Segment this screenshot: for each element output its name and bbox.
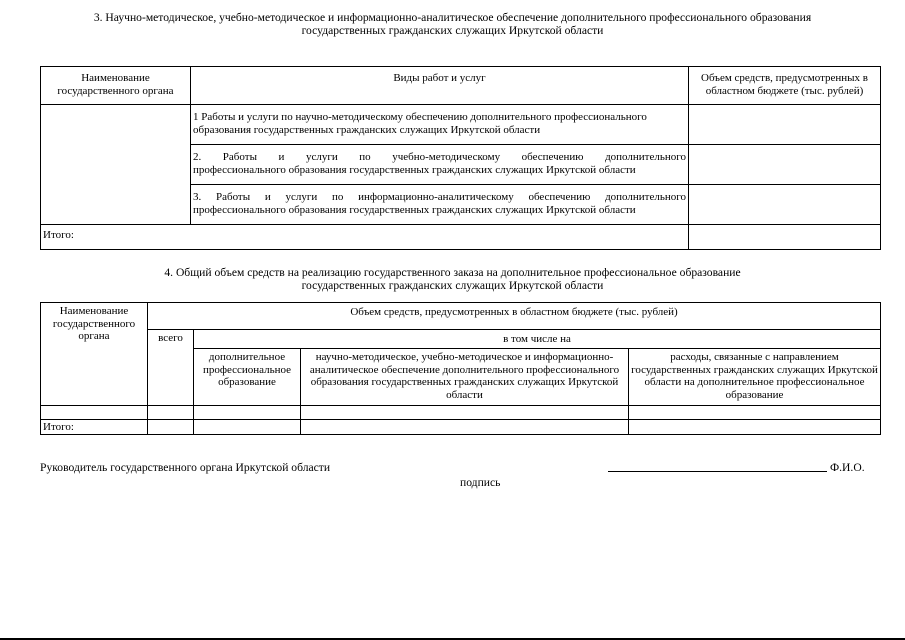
header-dpo: дополнительное профессиональное образование [194,349,301,406]
section3-title: 3. Научно-методическое, учебно-методическое и информационно-аналитическое обеспечение дополнительного профессионального образования государственных гражданских служащих Иркутской области [93,11,812,37]
signature-caption: подпись [460,476,501,489]
work-row-1: 1 Работы и услуги по научно-методическому обеспечению дополнительного профессионального образования государственных гражданских служащих Иркутской области [191,105,689,145]
total-label: Итого: [41,225,689,250]
funds-cell-1 [689,105,881,145]
data-cell [41,406,148,420]
head-label: Руководитель государственного органа Иркутской области [40,461,331,474]
header-funds: Объем средств, предусмотренных в областном бюджете (тыс. рублей) [689,67,881,105]
data-cell [148,406,194,420]
section4-table [40,302,881,435]
work-row-2: 2. Работы и услуги по учебно-методическому обеспечению дополнительного профессионального образования государственных гражданских служащих Иркутской области [191,145,689,185]
total-cell [194,420,301,435]
section3-table [40,66,881,250]
total-label: Итого: [41,420,148,435]
header-total: всего [148,330,194,406]
organ-cell [41,105,191,225]
data-cell [194,406,301,420]
header-including: в том числе на [194,330,881,349]
header-funds: Объем средств, предусмотренных в областном бюджете (тыс. рублей) [148,303,881,330]
funds-cell-2 [689,145,881,185]
header-works: Виды работ и услуг [191,67,689,105]
data-cell [629,406,881,420]
header-organ: Наименование государственного органа [41,303,148,406]
fio-label: Ф.И.О. [830,461,865,474]
total-cell [148,420,194,435]
signature-line [608,471,827,472]
work-row-3: 3. Работы и услуги по информационно-аналитическому обеспечению дополнительного профессионального образования государственных гражданских служащих Иркутской области [191,185,689,225]
header-organ: Наименование государственного органа [41,67,191,105]
data-cell [301,406,629,420]
header-methodic: научно-методическое, учебно-методическое и информационно-аналитическое обеспечение дополнительного профессионального образования государственных гражданских служащих Иркутской области [301,349,629,406]
total-funds-cell [689,225,881,250]
section4-title: 4. Общий объем средств на реализацию государственного заказа на дополнительное профессиональное образование государственных гражданских служащих Иркутской области [164,266,741,292]
funds-cell-3 [689,185,881,225]
total-cell [629,420,881,435]
header-expenses: расходы, связанные с направлением государственных гражданских служащих Иркутской области на дополнительное профессиональное образование [629,349,881,406]
total-cell [301,420,629,435]
